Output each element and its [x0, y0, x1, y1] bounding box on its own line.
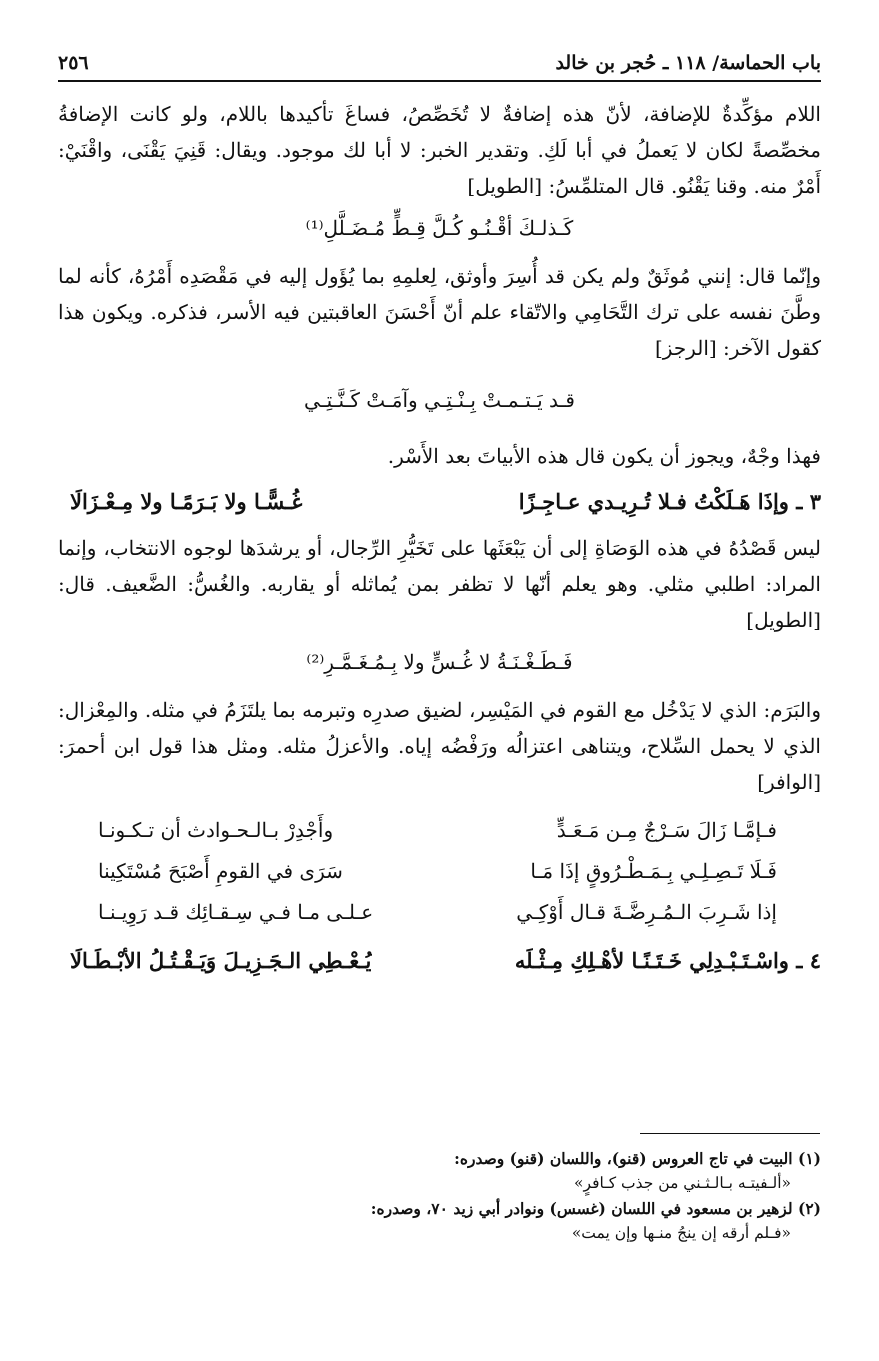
couplet-second-hemistich: سَرَى في القومِ أَصْبَحَ مُسْتَكِينا: [98, 859, 343, 883]
couplet-second-hemistich: وأَجْدِرْ بـالـحـوادث أن تـكـونـا: [98, 818, 334, 842]
header-rule: [58, 80, 821, 82]
footnote-1: (١) البيت في تاج العروس (قنو)، واللسان (قنو) وصدره:: [454, 1149, 821, 1168]
couplet-first-hemistich: إذا شَـرِبَ الـمُـرِضَّـةَ قـال أَوْكِـي: [516, 900, 777, 924]
verse-3-first-hemistich: ٣ ـ وإذَا هَـلَكْتُ فـلا تُـرِيـدي عـاجِـزًا: [518, 489, 821, 514]
numbered-verse-3: [58, 480, 821, 524]
running-title: باب الحماسة/ ١١٨ ـ حُجر بن خالد: [555, 52, 821, 74]
paragraph-1: اللام مؤكِّدةٌ للإضافة، لأنّ هذه إضافةٌ لا تُخَصِّصُ، فساغَ تأكيدها باللام، ولو كانت الإضافةُ مخصِّصةً لكان لا يَعملُ في أبا لَكِ. وتقدير الخبر: لا أبا لك موجود. ويقال: قَنِيَ يَقْنَى، واقْنَيْ: أَمْرٌ منه. وقنا يَقْنُو. قال المتلمِّسُ: [الطويل]: [58, 102, 821, 198]
footnote-rule: [640, 1133, 820, 1134]
running-header: [58, 40, 821, 74]
verse-4-second-hemistich: يُـعْـطِي الـجَـزِيـلَ وَيَـقْـتُـلُ الأبْـطَـالَا: [70, 948, 372, 973]
couplets: [58, 810, 821, 933]
verse-2: قـد يَـتـمـتْ بِـنْـتِـي وآمَـتْ كَـنَّـتِـي: [304, 388, 575, 412]
numbered-verse-4: [58, 939, 821, 983]
couplet: [58, 810, 821, 851]
couplet-first-hemistich: فَـلَا تَـصِـلِـي بِـمَـطْـرُوقٍ إذَا مَـا: [530, 859, 777, 883]
page-number: ٢٥٦: [58, 52, 89, 74]
verse-3-second-hemistich: غُـسًّـا ولا بَـرَمًـا ولا مِـعْـزَالَا: [70, 489, 303, 514]
verse-4-first-hemistich: ٤ ـ واسْـتَـبْـدِلِي خَـتَـنًـا لأهْـلِكِ مِـثْـلَه: [514, 948, 821, 973]
verse-1: كَـذلـكَ أقْـنُـو كُـلَّ قِـطٍّ مُـضَـلَّلِ⁽¹⁾: [305, 216, 574, 240]
footnote-1-quote: «ألـفيتـه بـالـثـني من جذب كـافرٍ»: [574, 1174, 791, 1192]
couplet-second-hemistich: عـلـى مـا فـي سِـقـائِك قـد رَوِيـنـا: [98, 900, 374, 924]
verse-3: فَـطَـغْـنَـةُ لا غُـسٍّ ولا بِـمُـغَـمَّـرِ⁽²⁾: [306, 650, 573, 674]
couplet: [58, 851, 821, 892]
footnote-2: (٢) لزهير بن مسعود في اللسان (غسس) ونوادر أبي زيد ٧٠، وصدره:: [370, 1199, 821, 1218]
paragraph-5: والبَرَم: الذي لا يَدْخُل مع القوم في المَيْسِر، لضيق صدرِه وتبرمه بما يلتَزَمُ في مثله. والمِعْزال: الذي لا يحمل السِّلاح، ويتناهى اعتزالُه ورَفْضُه إياه. والأعزلُ مثله. ومثل هذا قول ابن أحمرَ: [الوافر]: [58, 698, 821, 794]
footnotes: [58, 1146, 821, 1246]
couplet: [58, 892, 821, 933]
paragraph-4: ليس قَصْدُهُ في هذه الوَصَاةِ إلى أن يَبْعَثَها على تَخَيُّرِ الرِّجال، أو يرشدَها لوجوه الانتخاب، وإنما المراد: اطلبي مثلي. وهو يعلم أنّها لا تظفر بمن يُماثله أو يقاربه. والغُسُّ: الضَّعيف. قال: [الطويل]: [58, 536, 821, 632]
footnote-2-quote: «فـلم أرقه إن ينجُ منـها وإن يمت»: [571, 1224, 791, 1242]
paragraph-3: فهذا وجْهٌ، ويجوز أن يكون قال هذه الأبياتَ بعد الأَسْر.: [387, 444, 821, 468]
main-text: [58, 96, 821, 989]
couplet-first-hemistich: فـإمَّـا زَالَ سَـرْجٌ مِـن مَـعَـدٍّ: [556, 818, 777, 842]
paragraph-2: وإنّما قال: إنني مُوثَقٌ ولم يكن قد أُسِرَ وأوثق، لِعلمِهِ بما يُؤَول إليه في مَقْصَدِه أَمْرُهُ، كأنه لما وطَّنَ نفسه على ترك التَّحَامِي والاتّقاء علم أنّ أَحْسَنَ العاقبتين فيه الأسر، فذكره. ويكون هذا كقول الآخر: [الرجز]: [58, 264, 822, 360]
